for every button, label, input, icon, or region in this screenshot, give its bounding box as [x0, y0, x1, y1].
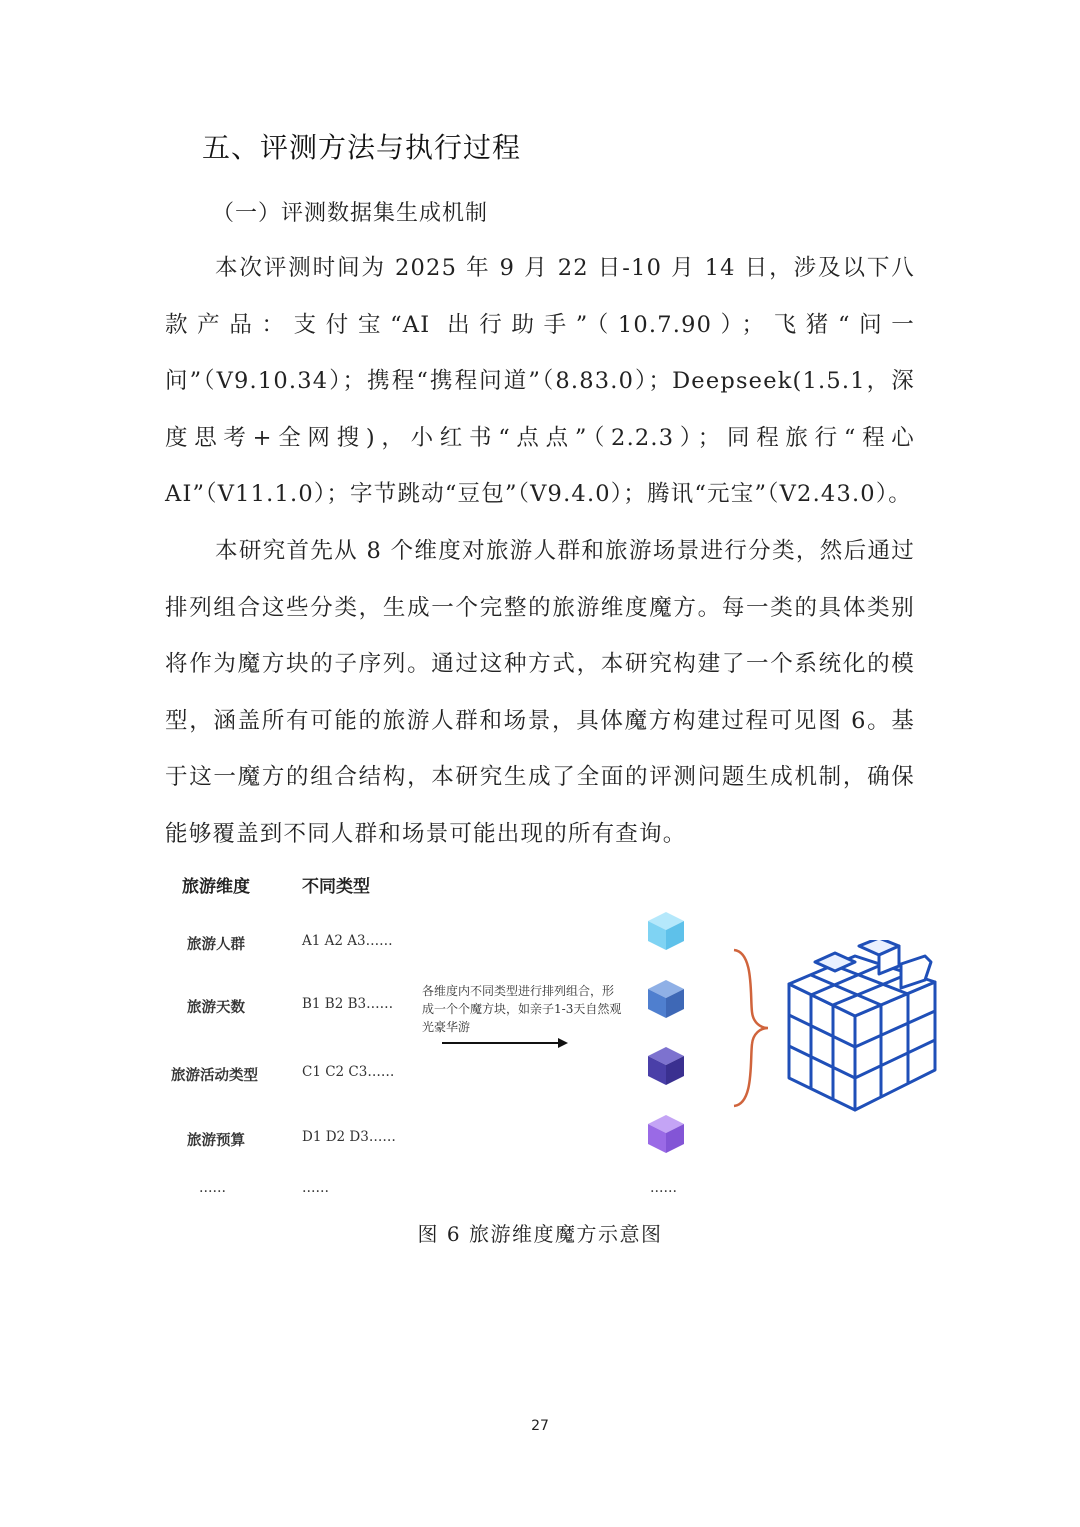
header-types: 不同类型 — [302, 877, 370, 897]
ellipsis-types: …… — [302, 1180, 329, 1196]
cube-block-icon — [648, 912, 684, 950]
paragraph-method: 本研究首先从 8 个维度对旅游人群和旅游场景进行分类，然后通过排列组合这些分类，生成一个完整的旅游维度魔方。每一类的具体类别将作为魔方块的子序列。通过这种方式，本研究构建了一个系统化的模型，涵盖所有可能的旅游人群和场景，具体魔方构建过程可见图 6。基于这一魔方的组合结构，本研究生成了全面的评测问题生成机制，确保能够覆盖到不同人群和场景可能出现的所有查询。 — [165, 538, 915, 847]
cube-block-icon — [648, 1047, 684, 1085]
types-label: B1 B2 B3…… — [302, 996, 394, 1012]
types-label: D1 D2 D3…… — [302, 1129, 396, 1145]
dimension-label: 旅游预算 — [187, 1132, 245, 1149]
cube-block-icon — [648, 1115, 684, 1153]
cube-block-icon — [648, 980, 684, 1018]
types-label: C1 C2 C3…… — [302, 1064, 395, 1080]
dimension-label: 旅游人群 — [187, 936, 245, 953]
figure-travel-cube — [0, 860, 1080, 1220]
cube-blocks — [640, 906, 694, 1166]
header-dimension: 旅游维度 — [182, 877, 250, 897]
ellipsis-dimension: …… — [199, 1180, 226, 1196]
paragraph-products: 本次评测时间为 2025 年 9 月 22 日-10 月 14 日，涉及以下八款产品：支付宝“AI 出行助手”（10.7.90）；飞猪“问一问”（V9.10.34）；携程“携程问道”（8.83.0）；Deepseek(1.5.1，深度思考+全网搜)，小红书“点点”（2.2.3）；同程旅行“程心 AI”（V11.1.0）；字节跳动“豆包”（V9.4.0）；腾讯“元宝”（V2.43.0）。 — [165, 255, 915, 508]
dimension-label: 旅游天数 — [187, 999, 245, 1016]
page-number: 27 — [531, 1418, 549, 1434]
subsection-title: （一）评测数据集生成机制 — [212, 201, 489, 226]
section-title: 五、评测方法与执行过程 — [202, 131, 522, 164]
ellipsis-cubes: …… — [650, 1180, 677, 1196]
dimension-label: 旅游活动类型 — [171, 1067, 258, 1084]
rubiks-cube-icon — [785, 940, 945, 1115]
curly-brace-icon — [728, 946, 772, 1110]
types-label: A1 A2 A3…… — [302, 933, 393, 949]
figure-caption: 图 6 旅游维度魔方示意图 — [417, 1222, 663, 1246]
right-arrow-icon — [440, 1036, 570, 1050]
arrow-note: 各维度内不同类型进行排列组合，形成一个个魔方块，如亲子1-3天自然观光豪华游 — [422, 984, 622, 1034]
